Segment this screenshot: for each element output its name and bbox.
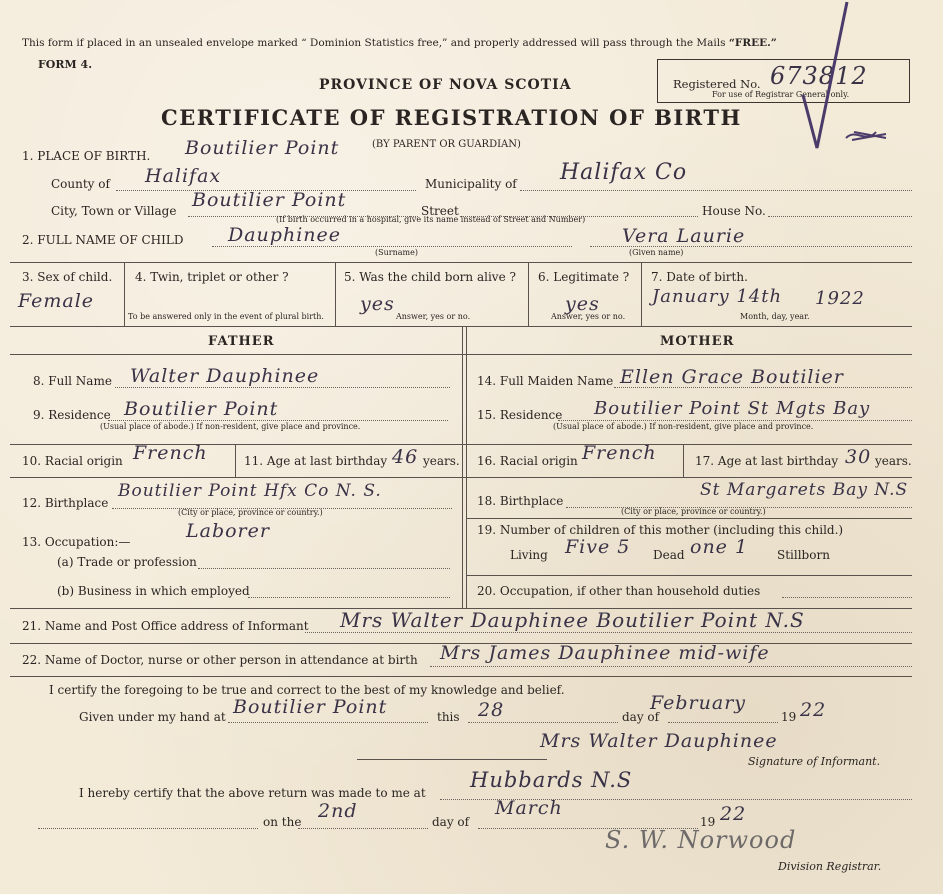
province-title: PROVINCE OF NOVA SCOTIA xyxy=(319,77,572,93)
father-residence-label: 9. Residence xyxy=(33,408,111,422)
municipality-label: Municipality of xyxy=(425,177,517,191)
street-label: Street xyxy=(421,204,459,218)
city-label: City, Town or Village xyxy=(51,204,177,218)
date-of-birth-year: 1922 xyxy=(815,288,865,309)
father-age-label: 11. Age at last birthday xyxy=(244,454,388,468)
stillborn-label: Stillborn xyxy=(777,548,830,562)
father-heading: FATHER xyxy=(208,334,275,349)
alive-note: Answer, yes or no. xyxy=(396,312,471,321)
registered-label: Registered No. xyxy=(673,77,761,91)
place-of-birth-label: 1. PLACE OF BIRTH. xyxy=(22,149,151,163)
father-residence-value: Boutilier Point xyxy=(124,398,279,420)
alive-label: 5. Was the child born alive ? xyxy=(344,270,516,284)
registrar-certify-text: I hereby certify that the above return was made to me at xyxy=(79,786,426,800)
given-year-value: 22 xyxy=(800,699,827,721)
registrar-place-value: Hubbards N.S xyxy=(470,768,633,792)
county-value: Halifax xyxy=(145,165,222,187)
registrar-year-prefix: 19 xyxy=(700,815,716,829)
hospital-note: (If birth occurred in a hospital, give its name instead of Street and Number) xyxy=(276,215,586,224)
father-occupation-label: 13. Occupation:— xyxy=(22,535,131,549)
father-racial-value: French xyxy=(133,442,208,464)
legitimate-note: Answer, yes or no. xyxy=(551,312,626,321)
mother-heading: MOTHER xyxy=(660,334,735,349)
living-label: Living xyxy=(510,548,548,562)
given-place-value: Boutilier Point xyxy=(233,696,388,718)
father-age-unit: years. xyxy=(423,454,460,468)
mail-notice: This form if placed in an unsealed envelope marked “ Dominion Statistics free,” and properly addressed will pass through the Mails “FREE.” xyxy=(22,37,777,49)
mother-age-value: 30 xyxy=(845,446,872,468)
date-of-birth-note: Month, day, year. xyxy=(740,312,810,321)
surname-caption: (Surname) xyxy=(375,248,418,257)
mother-name-value: Ellen Grace Boutilier xyxy=(620,366,844,388)
sex-label: 3. Sex of child. xyxy=(22,270,113,284)
legitimate-value: yes xyxy=(565,293,600,315)
registrar-caption: Division Registrar. xyxy=(778,860,882,873)
father-name-value: Walter Dauphinee xyxy=(130,365,320,387)
by-parent-note: (BY PARENT OR GUARDIAN) xyxy=(372,139,521,150)
form-number: FORM 4. xyxy=(38,58,93,71)
date-of-birth-value: January 14th xyxy=(652,286,783,307)
informant-signature: Mrs Walter Dauphinee xyxy=(540,730,778,752)
house-no-label: House No. xyxy=(702,204,766,218)
mother-racial-value: French xyxy=(582,442,657,464)
alive-value: yes xyxy=(360,293,395,315)
father-name-label: 8. Full Name xyxy=(33,374,112,388)
living-value: Five 5 xyxy=(565,536,631,558)
city-value: Boutilier Point xyxy=(192,189,347,211)
registrar-year-value: 22 xyxy=(720,803,747,825)
twin-label: 4. Twin, triplet or other ? xyxy=(135,270,289,284)
date-of-birth-label: 7. Date of birth. xyxy=(651,270,748,284)
mother-birthplace-note: (City or place, province or country.) xyxy=(621,507,766,516)
dead-value: one 1 xyxy=(690,536,749,558)
given-under-label: Given under my hand at xyxy=(79,710,226,724)
dead-label: Dead xyxy=(653,548,685,562)
registrar-month-value: March xyxy=(495,797,563,819)
municipality-value: Halifax Co xyxy=(560,160,688,185)
informant-label: 21. Name and Post Office address of Informant xyxy=(22,619,309,633)
business-label: (b) Business in which employed xyxy=(57,584,250,598)
mother-name-label: 14. Full Maiden Name xyxy=(477,374,614,388)
twin-note: To be answered only in the event of plural birth. xyxy=(128,312,324,321)
father-birthplace-value: Boutilier Point Hfx Co N. S. xyxy=(118,481,382,501)
trade-label: (a) Trade or profession xyxy=(57,555,197,569)
mother-residence-note: (Usual place of abode.) If non-resident, give place and province. xyxy=(553,422,814,431)
registered-number: 673812 xyxy=(770,62,868,90)
certificate-title: CERTIFICATE OF REGISTRATION OF BIRTH xyxy=(161,105,742,130)
county-label: County of xyxy=(51,177,110,191)
this-label: this xyxy=(437,710,460,724)
children-count-label: 19. Number of children of this mother (including this child.) xyxy=(477,523,844,537)
given-caption: (Given name) xyxy=(629,248,684,257)
registrar-signature: S. W. Norwood xyxy=(605,826,797,854)
child-given-value: Vera Laurie xyxy=(622,225,746,247)
mother-racial-label: 16. Racial origin xyxy=(477,454,578,468)
given-day-of-label: day of xyxy=(622,710,660,724)
registrar-note: For use of Registrar General only. xyxy=(712,90,850,99)
doctor-value: Mrs James Dauphinee mid-wife xyxy=(440,642,770,664)
mother-age-label: 17. Age at last birthday xyxy=(695,454,839,468)
mother-birthplace-value: St Margarets Bay N.S xyxy=(700,480,909,500)
father-residence-note: (Usual place of abode.) If non-resident, give place and province. xyxy=(100,422,361,431)
certify-text: I certify the foregoing to be true and correct to the best of my knowledge and belief. xyxy=(49,683,565,697)
mother-occupation-label: 20. Occupation, if other than household duties xyxy=(477,584,761,598)
scribble-mark-icon xyxy=(842,126,892,146)
given-year-prefix: 19 xyxy=(781,710,797,724)
father-age-value: 46 xyxy=(392,446,419,468)
father-racial-label: 10. Racial origin xyxy=(22,454,123,468)
registrar-day-of-label: day of xyxy=(432,815,470,829)
father-birthplace-note: (City or place, province or country.) xyxy=(178,508,323,517)
place-of-birth-value: Boutilier Point xyxy=(185,137,340,159)
sex-value: Female xyxy=(18,290,95,312)
child-surname-value: Dauphinee xyxy=(228,224,341,246)
informant-signature-caption: Signature of Informant. xyxy=(748,755,881,768)
registrar-day-value: 2nd xyxy=(318,800,358,822)
mother-birthplace-label: 18. Birthplace xyxy=(477,494,564,508)
mother-residence-value: Boutilier Point St Mgts Bay xyxy=(594,398,871,419)
doctor-label: 22. Name of Doctor, nurse or other person in attendance at birth xyxy=(22,653,418,667)
mother-residence-label: 15. Residence xyxy=(477,408,563,422)
father-occupation-value: Laborer xyxy=(186,520,270,542)
father-birthplace-label: 12. Birthplace xyxy=(22,496,109,510)
mother-age-unit: years. xyxy=(875,454,912,468)
child-name-label: 2. FULL NAME OF CHILD xyxy=(22,233,184,247)
informant-value: Mrs Walter Dauphinee Boutilier Point N.S xyxy=(340,608,805,632)
on-the-label: on the xyxy=(263,815,302,829)
legitimate-label: 6. Legitimate ? xyxy=(538,270,630,284)
given-month-value: February xyxy=(650,692,747,714)
given-day-value: 28 xyxy=(478,699,505,721)
